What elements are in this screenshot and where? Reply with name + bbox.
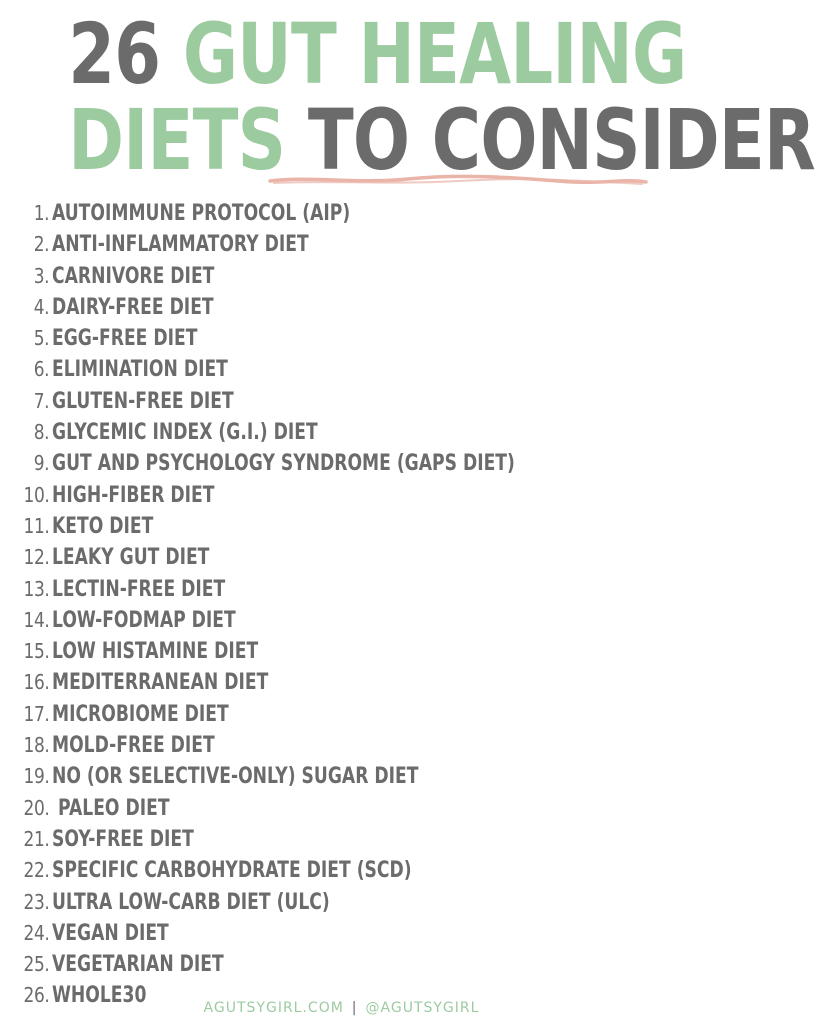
diet-list-item [0,448,683,479]
diet-name: HIGH-FIBER DIET [52,482,215,508]
diet-number: 10. [23,482,49,507]
diet-list-item [0,761,683,792]
footer-separator: | [351,1000,358,1016]
diet-list-item [0,354,683,385]
diet-number: 2. [33,232,49,257]
title-line-1 [68,5,687,103]
diet-name: LOW-FODMAP DIET [52,607,236,633]
diet-number: 7. [33,388,49,413]
diet-list-item [0,229,683,260]
diet-name: MEDITERRANEAN DIET [52,670,269,696]
diet-list-item [0,198,683,229]
diet-list-item [0,417,683,448]
title-diets: DIETS [68,91,286,189]
diet-number: 15. [23,639,49,664]
brush-underline-decoration [268,172,648,190]
diet-name: ULTRA LOW-CARB DIET (ULC) [52,889,330,915]
diet-name: MICROBIOME DIET [52,701,229,727]
diet-number: 21. [23,826,49,851]
diet-number: 12. [23,545,49,570]
diet-name: MOLD-FREE DIET [52,733,215,759]
diet-list-item [0,636,683,667]
diet-number: 22. [23,858,49,883]
diet-number: 17. [23,701,49,726]
diet-list-item [0,542,683,573]
diet-list-item [0,887,683,918]
diet-name: KETO DIET [52,513,154,539]
title-number: 26 [68,5,161,103]
diet-list-item [0,292,683,323]
diet-name: LOW HISTAMINE DIET [52,639,259,665]
diet-name: EGG-FREE DIET [52,326,198,352]
diet-number: 5. [33,326,49,351]
diet-list-item [0,824,683,855]
diet-number: 23. [23,889,49,914]
diet-name: CARNIVORE DIET [52,263,215,289]
diet-number: 19. [23,764,49,789]
diet-number: 13. [23,576,49,601]
diet-list-item [0,605,683,636]
diet-list-item [0,323,683,354]
diet-number: 18. [23,733,49,758]
diet-name: SOY-FREE DIET [52,826,194,852]
diet-number: 25. [23,952,49,977]
diet-name: SPECIFIC CARBOHYDRATE DIET (SCD) [52,858,412,884]
diet-name: ELIMINATION DIET [52,357,228,383]
diet-name: NO (OR SELECTIVE-ONLY) SUGAR DIET [52,764,419,790]
footer-site: AGUTSYGIRL.COM [203,1000,344,1016]
diet-number: 9. [33,451,49,476]
diet-name: DAIRY-FREE DIET [52,294,214,320]
diet-number: 16. [23,670,49,695]
diet-list-item [0,855,683,886]
diet-name: LECTIN-FREE DIET [52,576,226,602]
diet-number: 1. [33,201,49,225]
diet-list-item [0,386,683,417]
diet-list-item [0,667,683,698]
diet-list-item [0,511,683,542]
diet-name: LEAKY GUT DIET [52,545,210,571]
diet-name: PALEO DIET [52,795,170,821]
diet-list-item [0,918,683,949]
diet-number: 24. [23,920,49,945]
diet-name: VEGETARIAN DIET [52,952,224,978]
title-line-2 [68,91,815,189]
diet-list [0,198,683,1012]
diet-number: 8. [33,420,49,445]
diet-list-item [0,793,683,824]
diet-list-item [0,574,683,605]
diet-name: GUT AND PSYCHOLOGY SYNDROME (GAPS DIET) [52,451,515,477]
diet-name: AUTOIMMUNE PROTOCOL (AIP) [52,201,351,226]
diet-list-item [0,730,683,761]
diet-number: 6. [33,357,49,382]
diet-number: 14. [23,607,49,632]
diet-number: 20. [23,795,49,820]
diet-list-item [0,480,683,511]
diet-list-item [0,699,683,730]
diet-name: VEGAN DIET [52,920,169,946]
diet-list-item [0,949,683,980]
diet-number: 11. [23,513,49,538]
diet-name: GLUTEN-FREE DIET [52,388,234,414]
diet-name: GLYCEMIC INDEX (G.I.) DIET [52,420,318,446]
diet-name: ANTI-INFLAMMATORY DIET [52,232,309,258]
diet-number: 26. [23,983,49,1008]
title-to-consider: TO CONSIDER [307,91,815,189]
diet-number: 4. [33,294,49,319]
footer-credit [0,1000,683,1016]
diet-number: 3. [33,263,49,288]
diet-name: WHOLE30 [52,983,147,1009]
footer-handle: @AGUTSYGIRL [365,1000,480,1016]
diet-list-item [0,261,683,292]
title-gut-healing: GUT HEALING [182,5,687,103]
